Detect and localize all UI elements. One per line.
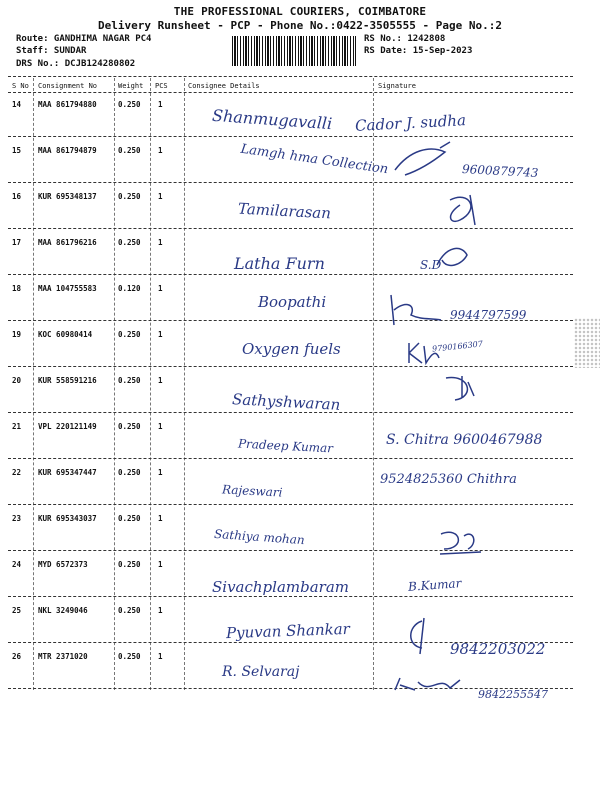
pcs-value: 1 bbox=[158, 422, 163, 431]
column-divider bbox=[114, 78, 115, 690]
column-divider bbox=[184, 78, 185, 690]
consignment-number: NKL 3249046 bbox=[38, 606, 88, 615]
pcs-value: 1 bbox=[158, 468, 163, 477]
row-serial-number: 19 bbox=[12, 330, 22, 339]
signature-scribble bbox=[404, 338, 444, 368]
header-rule bbox=[8, 92, 573, 93]
pcs-value: 1 bbox=[158, 100, 163, 109]
col-header-signature: Signature bbox=[378, 82, 416, 90]
pcs-value: 1 bbox=[158, 192, 163, 201]
row-serial-number: 25 bbox=[12, 606, 22, 615]
consignment-number: MAA 861794879 bbox=[38, 146, 97, 155]
consignee-handwriting: Pyuvan Shankar bbox=[225, 619, 351, 643]
row-serial-number: 15 bbox=[12, 146, 22, 155]
consignment-number: KOC 60980414 bbox=[38, 330, 93, 339]
consignee-handwriting: Shanmugavalli bbox=[211, 105, 333, 134]
weight-value: 0.250 bbox=[118, 238, 141, 247]
row-divider bbox=[8, 550, 573, 551]
signature-scribble bbox=[440, 372, 480, 404]
consignment-number: MAA 861794880 bbox=[38, 100, 97, 109]
row-divider bbox=[8, 182, 573, 183]
consignee-handwriting: Tamilarasan bbox=[237, 199, 332, 223]
company-title: THE PROFESSIONAL COURIERS, COIMBATORE bbox=[173, 5, 427, 18]
pcs-value: 1 bbox=[158, 146, 163, 155]
row-serial-number: 17 bbox=[12, 238, 22, 247]
pcs-value: 1 bbox=[158, 284, 163, 293]
signature-handwriting: 9842255547 bbox=[478, 688, 548, 701]
runsheet-subtitle: Delivery Runsheet - PCP - Phone No.:0422-3505555 - Page No.:2 bbox=[98, 19, 502, 32]
signature-scribble bbox=[440, 190, 490, 230]
pcs-value: 1 bbox=[158, 606, 163, 615]
consignment-number: VPL 220121149 bbox=[38, 422, 97, 431]
signature-handwriting: 9842203022 bbox=[450, 640, 546, 658]
row-serial-number: 16 bbox=[12, 192, 22, 201]
consignment-number: KUR 695348137 bbox=[38, 192, 97, 201]
drs-number: DRS No.: DCJB124280802 bbox=[16, 59, 136, 69]
row-divider bbox=[8, 366, 573, 367]
col-header-sno: S No bbox=[12, 82, 29, 90]
weight-value: 0.250 bbox=[118, 422, 141, 431]
row-serial-number: 14 bbox=[12, 100, 22, 109]
pcs-value: 1 bbox=[158, 652, 163, 661]
pcs-value: 1 bbox=[158, 560, 163, 569]
col-header-weight: Weight bbox=[118, 82, 144, 90]
pcs-value: 1 bbox=[158, 376, 163, 385]
signature-handwriting: Cador J. sudha bbox=[354, 111, 467, 135]
consignee-handwriting: Rajeswari bbox=[221, 482, 283, 500]
row-divider bbox=[8, 596, 573, 597]
consignment-number: MYD 6572373 bbox=[38, 560, 88, 569]
table-top-rule bbox=[8, 76, 573, 77]
row-divider bbox=[8, 136, 573, 137]
signature-scribble bbox=[390, 670, 470, 700]
signature-handwriting: 9790166307 bbox=[431, 339, 484, 354]
weight-value: 0.250 bbox=[118, 146, 141, 155]
scan-noise bbox=[574, 318, 600, 368]
signature-handwriting: 9944797599 bbox=[450, 308, 527, 322]
route-label: Route: GANDHIMA NAGAR PC4 bbox=[16, 34, 152, 44]
consignee-handwriting: Boopathi bbox=[258, 293, 327, 311]
signature-scribble bbox=[436, 524, 486, 559]
staff-label: Staff: SUNDAR bbox=[16, 46, 87, 56]
signature-scribble bbox=[386, 290, 456, 330]
row-serial-number: 24 bbox=[12, 560, 22, 569]
col-header-pcs: PCS bbox=[155, 82, 168, 90]
consignee-handwriting: R. Selvaraj bbox=[222, 664, 300, 680]
consignee-handwriting: Latha Furn bbox=[234, 254, 325, 273]
signature-scribble bbox=[402, 616, 442, 656]
consignee-handwriting: Pradeep Kumar bbox=[237, 436, 334, 456]
consignment-number: KUR 695347447 bbox=[38, 468, 97, 477]
weight-value: 0.250 bbox=[118, 192, 141, 201]
row-divider bbox=[8, 412, 573, 413]
consignment-number: MTR 2371020 bbox=[38, 652, 88, 661]
row-divider bbox=[8, 274, 573, 275]
col-header-consignment: Consignment No bbox=[38, 82, 98, 90]
weight-value: 0.250 bbox=[118, 330, 141, 339]
row-divider bbox=[8, 458, 573, 459]
pcs-value: 1 bbox=[158, 330, 163, 339]
row-serial-number: 22 bbox=[12, 468, 22, 477]
rs-number: RS No.: 1242808 bbox=[364, 34, 446, 44]
consignment-number: MAA 861796216 bbox=[38, 238, 97, 247]
signature-handwriting: S. Chitra 9600467988 bbox=[386, 432, 543, 448]
row-divider bbox=[8, 504, 573, 505]
signature-handwriting: S.D bbox=[420, 258, 442, 272]
row-serial-number: 26 bbox=[12, 652, 22, 661]
consignment-number: KUR 695343037 bbox=[38, 514, 97, 523]
pcs-value: 1 bbox=[158, 514, 163, 523]
weight-value: 0.250 bbox=[118, 468, 141, 477]
consignee-handwriting: Sivachplambaram bbox=[212, 578, 349, 596]
col-header-consignee: Consignee Details bbox=[188, 82, 260, 90]
consignment-number: KUR 558591216 bbox=[38, 376, 97, 385]
column-divider bbox=[33, 78, 34, 690]
consignee-handwriting: Sathyshwaran bbox=[231, 390, 341, 414]
signature-handwriting: 9524825360 Chithra bbox=[380, 472, 517, 487]
row-serial-number: 23 bbox=[12, 514, 22, 523]
row-serial-number: 18 bbox=[12, 284, 22, 293]
signature-handwriting: 9600879743 bbox=[461, 162, 539, 180]
consignee-handwriting: Lamgh hma Collection bbox=[239, 141, 390, 178]
weight-value: 0.250 bbox=[118, 652, 141, 661]
weight-value: 0.250 bbox=[118, 100, 141, 109]
weight-value: 0.250 bbox=[118, 376, 141, 385]
row-serial-number: 21 bbox=[12, 422, 22, 431]
pcs-value: 1 bbox=[158, 238, 163, 247]
barcode bbox=[232, 36, 356, 66]
weight-value: 0.250 bbox=[118, 560, 141, 569]
consignee-handwriting: Oxygen fuels bbox=[242, 340, 341, 358]
signature-handwriting: B.Kumar bbox=[407, 576, 462, 594]
weight-value: 0.250 bbox=[118, 606, 141, 615]
consignment-number: MAA 104755583 bbox=[38, 284, 97, 293]
row-serial-number: 20 bbox=[12, 376, 22, 385]
weight-value: 0.120 bbox=[118, 284, 141, 293]
consignee-handwriting: Sathiya mohan bbox=[213, 526, 306, 548]
signature-scribble bbox=[432, 240, 472, 275]
weight-value: 0.250 bbox=[118, 514, 141, 523]
column-divider bbox=[150, 78, 151, 690]
rs-date: RS Date: 15-Sep-2023 bbox=[364, 46, 473, 56]
signature-scribble bbox=[390, 140, 460, 180]
